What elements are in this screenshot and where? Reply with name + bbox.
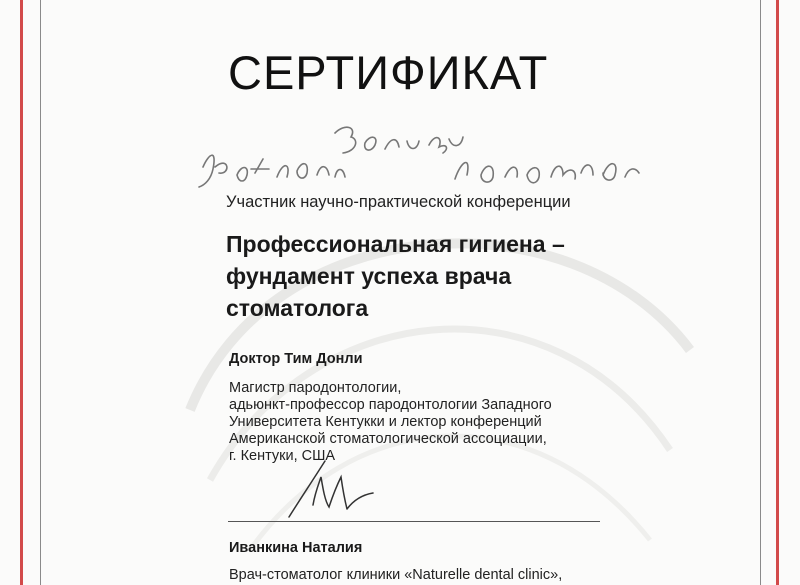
- left-red-border: [20, 0, 23, 585]
- speaker-name: Доктор Тим Донли: [229, 351, 363, 367]
- second-speaker-description: Врач-стоматолог клиники «Naturelle dental clinic»,: [229, 567, 563, 583]
- speaker-description-line: Магистр пародонтологии,: [229, 380, 402, 396]
- second-speaker-name: Иванкина Наталия: [229, 540, 363, 556]
- handwritten-recipient-name: [185, 115, 655, 200]
- speaker-description-line: г. Кентуки, США: [229, 448, 336, 464]
- right-gray-border: [760, 0, 761, 585]
- speaker-description-line: Американской стоматологической ассоциации,: [229, 431, 547, 447]
- right-red-border: [776, 0, 779, 585]
- conference-title: Профессиональная гигиена – фундамент успеха врача стоматолога: [226, 231, 565, 321]
- certificate-title: СЕРТИФИКАТ: [228, 46, 549, 99]
- speaker-description-line: Университета Кентукки и лектор конференций: [229, 414, 542, 430]
- left-gray-border: [40, 0, 41, 585]
- signature-divider: [228, 521, 600, 522]
- participant-label: Участник научно-практической конференции: [226, 193, 571, 211]
- speaker-description-line: адьюнкт-профессор пародонтологии Западного: [229, 397, 552, 413]
- speaker-description: [229, 380, 629, 465]
- speaker-signature: [285, 455, 375, 520]
